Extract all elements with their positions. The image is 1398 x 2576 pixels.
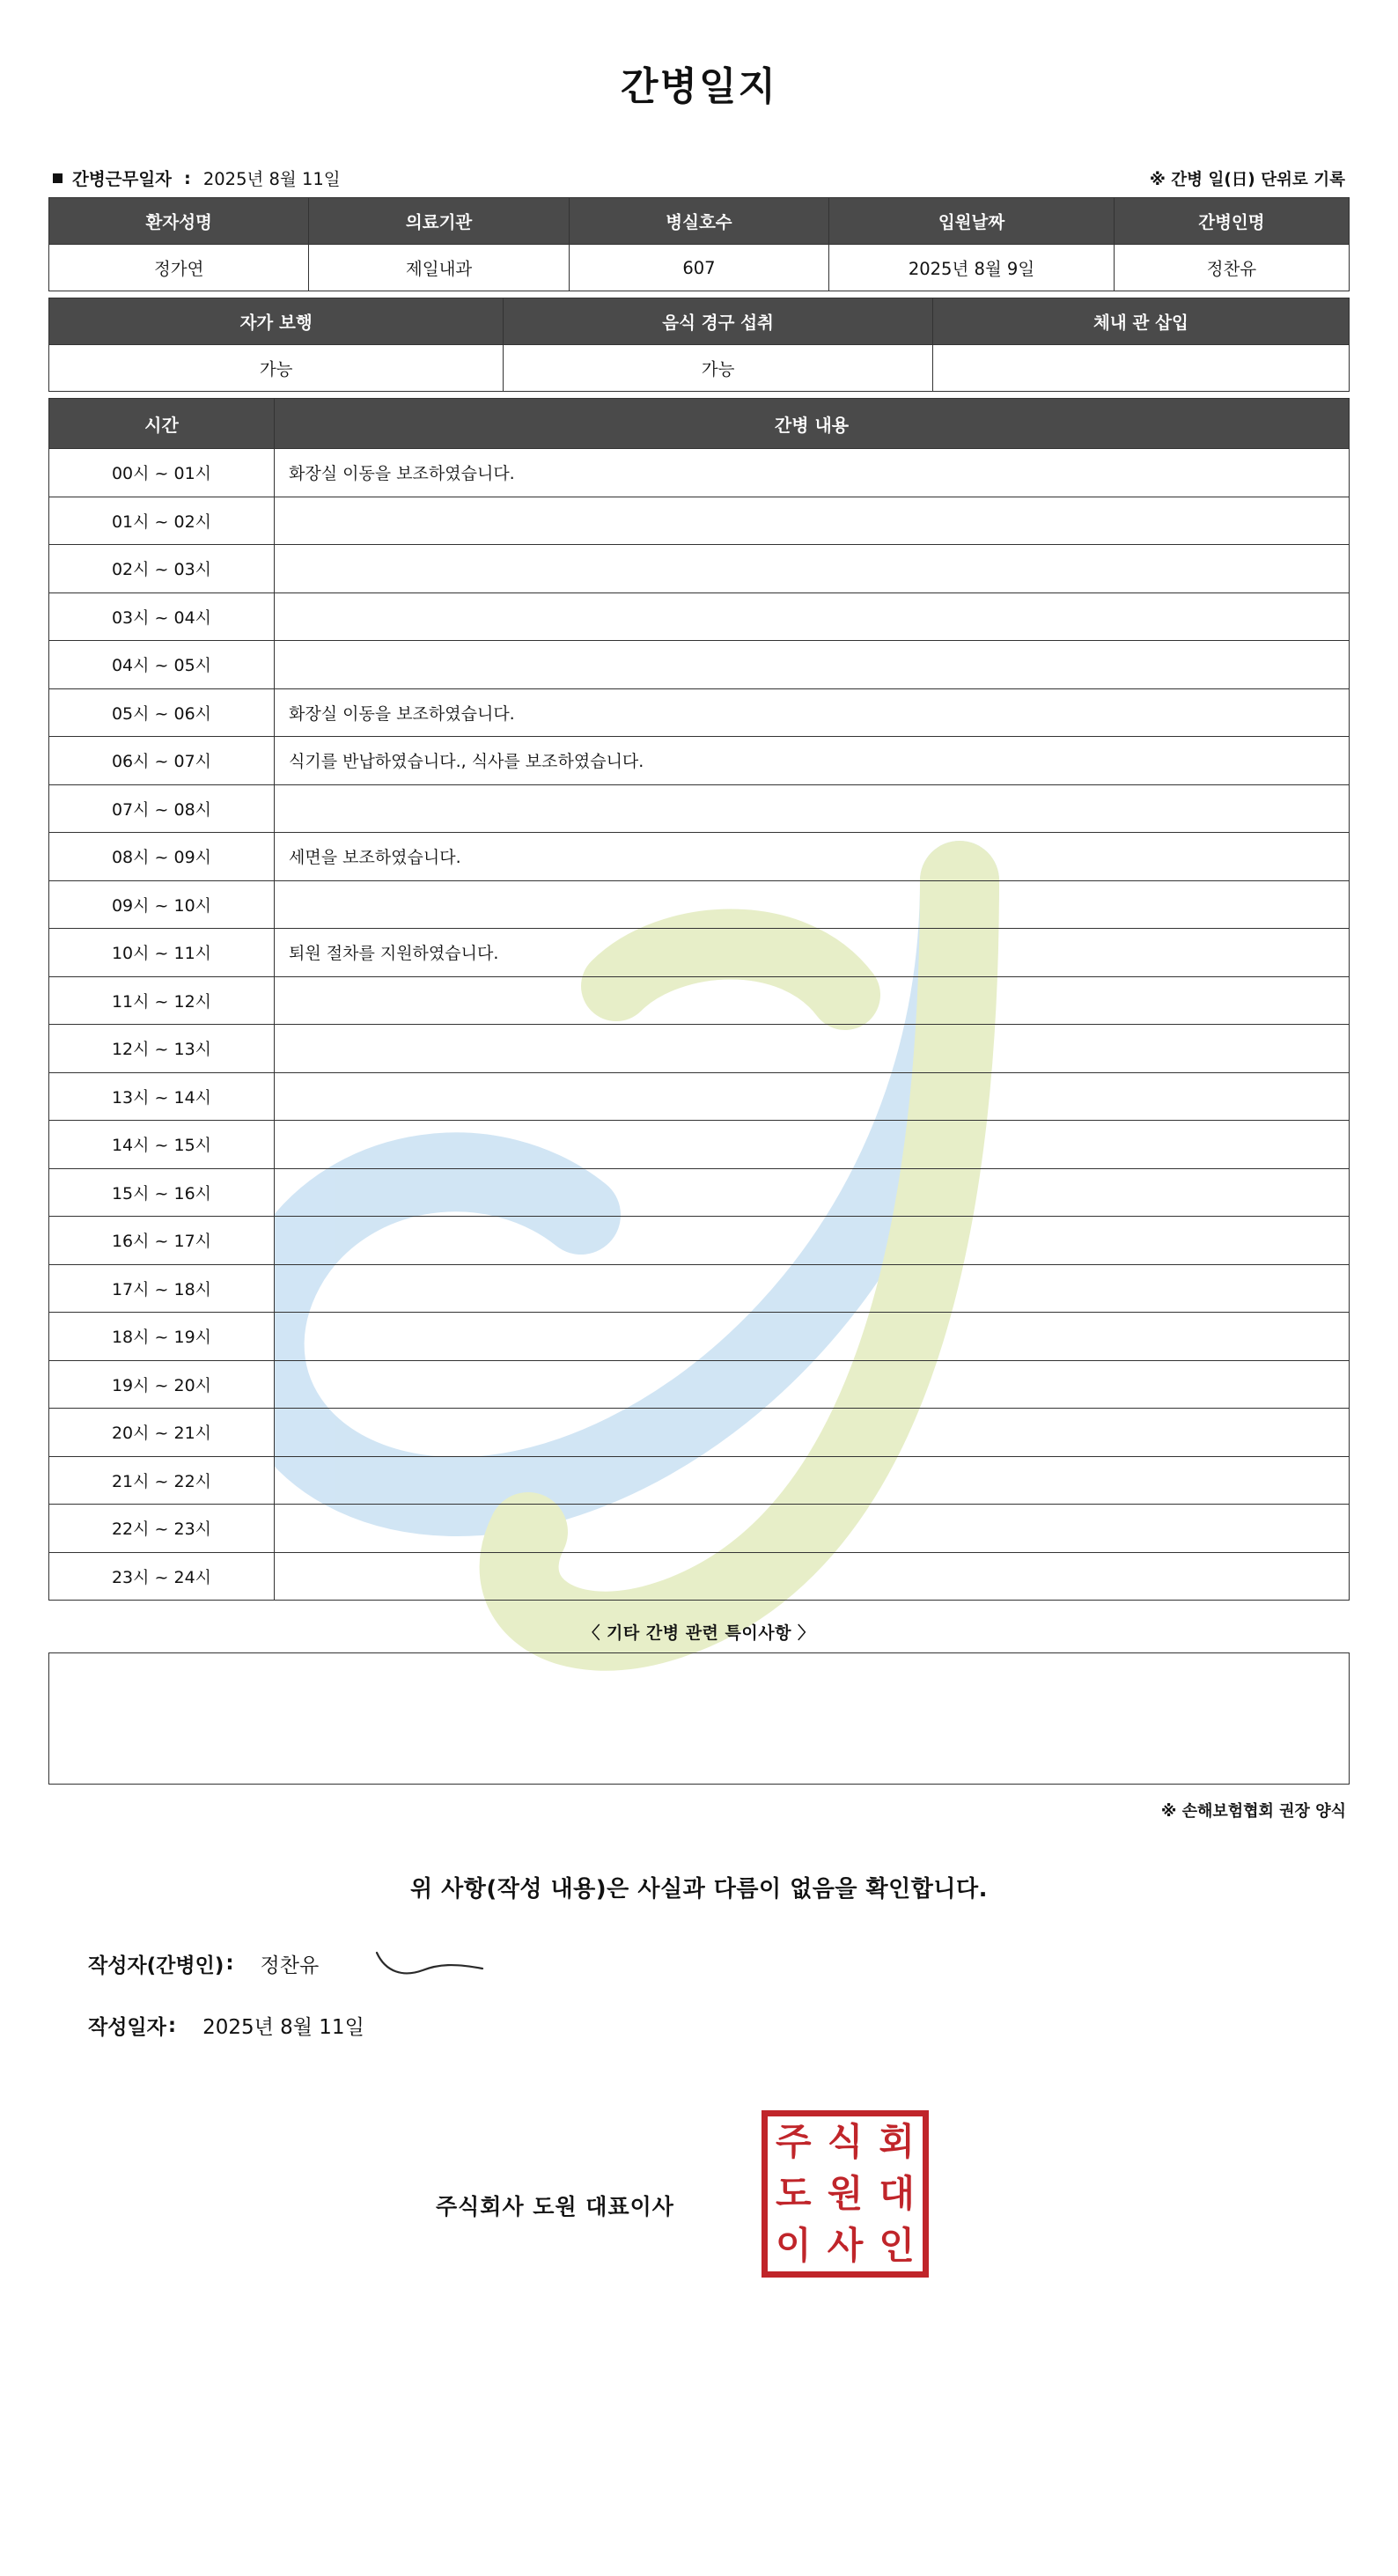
table-row xyxy=(49,1360,1350,1409)
header-caregiver-name: 간병인명 xyxy=(1114,198,1349,245)
care-content-cell[interactable] xyxy=(275,641,1350,689)
table-row xyxy=(49,784,1350,833)
time-slot-label: 03시 ~ 04시 xyxy=(49,592,275,641)
header-tube-insertion: 체내 관 삽입 xyxy=(932,298,1349,345)
work-date-label: 간병근무일자 xyxy=(72,169,173,189)
care-content-cell[interactable]: 화장실 이동을 보조하였습니다. xyxy=(275,449,1350,497)
remarks-title: 〈 기타 간병 관련 특이사항 〉 xyxy=(583,1623,815,1643)
care-content-cell[interactable] xyxy=(275,1313,1350,1361)
time-slot-label: 07시 ~ 08시 xyxy=(49,784,275,833)
seal-char: 주 xyxy=(776,2120,812,2164)
care-content-cell[interactable] xyxy=(275,545,1350,593)
care-content-cell[interactable] xyxy=(275,1552,1350,1601)
table-row xyxy=(49,880,1350,929)
seal-char: 도 xyxy=(776,2171,812,2215)
care-content-cell[interactable] xyxy=(275,592,1350,641)
value-oral-intake: 가능 xyxy=(504,345,933,392)
time-slot-label: 00시 ~ 01시 xyxy=(49,449,275,497)
time-slot-label: 11시 ~ 12시 xyxy=(49,976,275,1025)
care-content-cell[interactable]: 세면을 보조하였습니다. xyxy=(275,833,1350,881)
company-seal-stamp xyxy=(762,2110,929,2278)
time-slot-label: 19시 ~ 20시 xyxy=(49,1360,275,1409)
table-spacer xyxy=(48,291,1350,298)
table-header-row xyxy=(49,298,1350,345)
work-date-value: 2025년 8월 11일 xyxy=(202,169,341,189)
header-hospital: 의료기관 xyxy=(309,198,569,245)
time-slot-label: 06시 ~ 07시 xyxy=(49,737,275,785)
association-note: ※ 손해보험협회 권장 양식 xyxy=(1160,1802,1346,1821)
time-slot-label: 21시 ~ 22시 xyxy=(49,1456,275,1505)
table-row xyxy=(49,976,1350,1025)
time-slot-label: 18시 ~ 19시 xyxy=(49,1313,275,1361)
care-content-cell[interactable]: 퇴원 절차를 지원하였습니다. xyxy=(275,929,1350,977)
table-row xyxy=(49,1505,1350,1553)
write-date-label: 작성일자 xyxy=(88,2016,166,2039)
value-tube-insertion xyxy=(932,345,1349,392)
table-row xyxy=(49,245,1350,291)
table-row xyxy=(49,1168,1350,1217)
write-date-value: 2025년 8월 11일 xyxy=(202,2016,364,2039)
table-row xyxy=(49,1121,1350,1169)
care-content-cell[interactable] xyxy=(275,1168,1350,1217)
value-hospital: 제일내과 xyxy=(309,245,569,291)
time-slot-label: 13시 ~ 14시 xyxy=(49,1072,275,1121)
seal-char: 대 xyxy=(879,2171,915,2215)
table-row xyxy=(49,449,1350,497)
table-row xyxy=(49,497,1350,545)
unit-note: ※ 간병 일(日) 단위로 기록 xyxy=(1149,171,1345,189)
care-content-cell[interactable] xyxy=(275,1505,1350,1553)
time-slot-label: 16시 ~ 17시 xyxy=(49,1217,275,1265)
table-row xyxy=(49,1409,1350,1457)
care-content-cell[interactable] xyxy=(275,1217,1350,1265)
time-slot-label: 09시 ~ 10시 xyxy=(49,880,275,929)
signature-block xyxy=(48,1946,1350,2040)
time-slot-label: 22시 ~ 23시 xyxy=(49,1505,275,1553)
value-caregiver-name: 정찬유 xyxy=(1114,245,1349,291)
table-row xyxy=(49,1552,1350,1601)
seal-char: 회 xyxy=(879,2120,915,2164)
time-slot-label: 02시 ~ 03시 xyxy=(49,545,275,593)
header-time: 시간 xyxy=(49,399,275,449)
seal-char: 인 xyxy=(879,2223,915,2267)
table-header-row xyxy=(49,198,1350,245)
writer-colon: : xyxy=(225,1952,234,1975)
value-admission-date: 2025년 8월 9일 xyxy=(829,245,1115,291)
confirmation-statement: 위 사항(작성 내용)은 사실과 다름이 없음을 확인합니다. xyxy=(409,1876,988,1903)
table-row xyxy=(49,641,1350,689)
remarks-box[interactable] xyxy=(48,1652,1350,1785)
table-row xyxy=(49,929,1350,977)
meta-row xyxy=(48,166,1350,197)
time-slot-label: 17시 ~ 18시 xyxy=(49,1264,275,1313)
header-patient-name: 환자성명 xyxy=(49,198,309,245)
time-slot-label: 12시 ~ 13시 xyxy=(49,1025,275,1073)
table-row xyxy=(49,1313,1350,1361)
time-slot-label: 01시 ~ 02시 xyxy=(49,497,275,545)
value-self-walking: 가능 xyxy=(49,345,504,392)
time-slot-label: 10시 ~ 11시 xyxy=(49,929,275,977)
work-date-colon: : xyxy=(184,167,191,188)
table-row xyxy=(49,545,1350,593)
care-content-cell[interactable] xyxy=(275,1360,1350,1409)
value-patient-name: 정가연 xyxy=(49,245,309,291)
square-bullet-icon xyxy=(53,173,63,183)
company-row xyxy=(48,2093,1350,2269)
care-content-cell[interactable] xyxy=(275,1072,1350,1121)
table-header-row xyxy=(49,399,1350,449)
time-slot-label: 04시 ~ 05시 xyxy=(49,641,275,689)
care-content-cell[interactable] xyxy=(275,1121,1350,1169)
care-content-cell[interactable]: 식기를 반납하였습니다., 식사를 보조하였습니다. xyxy=(275,737,1350,785)
time-slot-label: 15시 ~ 16시 xyxy=(49,1168,275,1217)
value-room-number: 607 xyxy=(569,245,828,291)
hourly-log-table xyxy=(48,398,1350,1601)
time-slot-label: 14시 ~ 15시 xyxy=(49,1121,275,1169)
time-slot-label: 08시 ~ 09시 xyxy=(49,833,275,881)
work-date-group xyxy=(53,166,341,190)
table-row xyxy=(49,688,1350,737)
care-content-cell[interactable] xyxy=(275,976,1350,1025)
table-row xyxy=(49,737,1350,785)
patient-info-table xyxy=(48,197,1350,291)
table-row xyxy=(49,1456,1350,1505)
condition-table xyxy=(48,298,1350,392)
handwritten-signature xyxy=(370,1946,493,1981)
table-row xyxy=(49,1072,1350,1121)
header-oral-intake: 음식 경구 섭취 xyxy=(504,298,933,345)
header-self-walking: 자가 보행 xyxy=(49,298,504,345)
time-slot-label: 05시 ~ 06시 xyxy=(49,688,275,737)
write-date-colon: : xyxy=(167,2013,177,2037)
header-admission-date: 입원날짜 xyxy=(829,198,1115,245)
care-content-cell[interactable] xyxy=(275,784,1350,833)
care-content-cell[interactable] xyxy=(275,1409,1350,1457)
time-slot-label: 23시 ~ 24시 xyxy=(49,1552,275,1601)
table-row xyxy=(49,1025,1350,1073)
table-row xyxy=(49,833,1350,881)
header-room-number: 병실호수 xyxy=(569,198,828,245)
table-row xyxy=(49,1264,1350,1313)
table-spacer xyxy=(48,392,1350,398)
writer-value: 정찬유 xyxy=(260,1954,320,1977)
date-line xyxy=(88,2011,1350,2040)
writer-line xyxy=(88,1946,1350,1981)
seal-char: 식 xyxy=(827,2120,864,2164)
care-content-cell[interactable] xyxy=(275,1025,1350,1073)
table-row xyxy=(49,345,1350,392)
care-content-cell[interactable] xyxy=(275,497,1350,545)
care-content-cell[interactable]: 화장실 이동을 보조하였습니다. xyxy=(275,688,1350,737)
seal-char: 사 xyxy=(827,2223,864,2267)
care-content-cell[interactable] xyxy=(275,880,1350,929)
seal-char: 이 xyxy=(776,2223,812,2267)
header-care-content: 간병 내용 xyxy=(275,399,1350,449)
writer-label: 작성자(간병인) xyxy=(88,1954,224,1977)
seal-char: 원 xyxy=(827,2171,864,2215)
table-row xyxy=(49,1217,1350,1265)
company-representative: 주식회사 도원 대표이사 xyxy=(436,2194,674,2219)
page-title: 간병일지 xyxy=(620,64,777,109)
time-slot-label: 20시 ~ 21시 xyxy=(49,1409,275,1457)
care-content-cell[interactable] xyxy=(275,1456,1350,1505)
table-row xyxy=(49,592,1350,641)
care-content-cell[interactable] xyxy=(275,1264,1350,1313)
